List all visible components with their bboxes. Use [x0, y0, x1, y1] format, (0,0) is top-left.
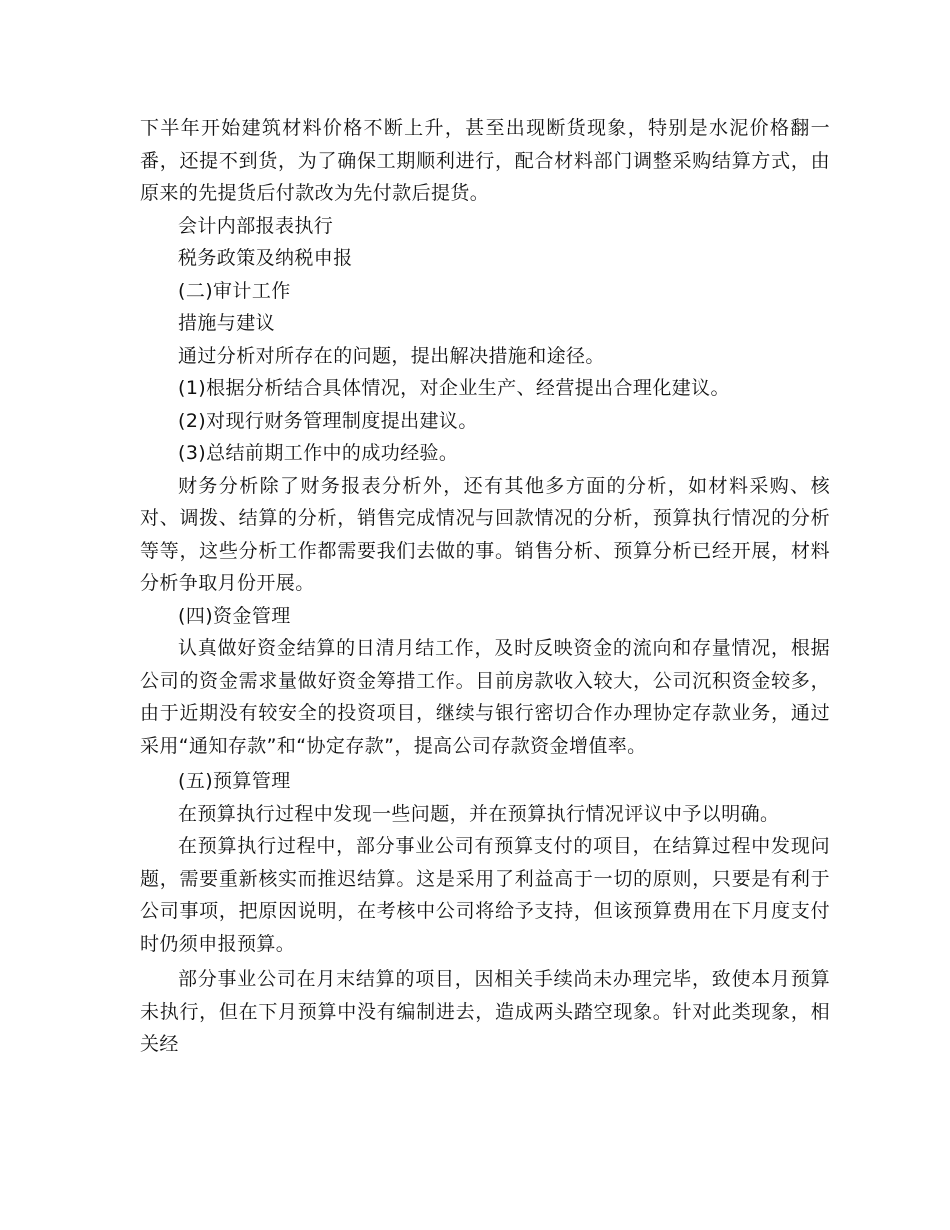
- list-item-1: (1)根据分析结合具体情况，对企业生产、经营提出合理化建议。: [178, 377, 730, 399]
- paragraph-financial-analysis: 财务分析除了财务报表分析外，还有其他多方面的分析，如材料采购、核对、调拨、结算的分析，销售完成情况与回款情况的分析，预算执行情况的分析等等，这些分析工作都需要我们去做的事。销售分析、预算分析已经开展，材料分析争取月份开展。: [140, 474, 830, 594]
- heading-audit-work: (二)审计工作: [178, 279, 291, 302]
- heading-budget-management: (五)预算管理: [178, 770, 291, 792]
- paragraph-accounting-reports: 会计内部报表执行: [178, 214, 334, 237]
- paragraph-tax-policy: 税务政策及纳税申报: [178, 247, 353, 269]
- list-item-3: (3)总结前期工作中的成功经验。: [178, 442, 459, 464]
- heading-measures: 措施与建议: [178, 312, 276, 334]
- heading-fund-management: (四)资金管理: [178, 604, 291, 627]
- paragraph-material-price: 下半年开始建筑材料价格不断上升，甚至出现断货现象，特别是水泥价格翻一番，还提不到货，为了确保工期顺利进行，配合材料部门调整采购结算方式，由原来的先提货后付款改为先付款后提货。: [140, 117, 830, 204]
- paragraph-fund-settlement: 认真做好资金结算的日清月结工作，及时反映资金的流向和存量情况，根据公司的资金需求量做好资金筹措工作。目前房款收入较大，公司沉积资金较多，由于近期没有较安全的投资项目，继续与银行密切合作办理协定存款业务，通过采用“通知存款”和“协定存款”，提高公司存款资金增值率。: [140, 637, 830, 757]
- paragraph-month-end-settlement: 部分事业公司在月末结算的项目，因相关手续尚未办理完毕，致使本月预算未执行，但在下月预算中没有编制进去，造成两头踏空现象。针对此类现象，相关经: [140, 968, 830, 1055]
- list-item-2: (2)对现行财务管理制度提出建议。: [178, 409, 478, 432]
- document-body: [140, 112, 830, 1061]
- paragraph-analysis-intro: 通过分析对所存在的问题，提出解决措施和途径。: [178, 344, 605, 367]
- paragraph-budget-issues: 在预算执行过程中发现一些问题，并在预算执行情况评议中予以明确。: [178, 802, 780, 825]
- paragraph-budget-payment: 在预算执行过程中，部分事业公司有预算支付的项目，在结算过程中发现问题，需要重新核实而推迟结算。这是采用了利益高于一切的原则，只要是有利于公司事项，把原因说明，在考核中公司将给予支持，但该预算费用在下月度支付时仍须申报预算。: [140, 835, 830, 955]
